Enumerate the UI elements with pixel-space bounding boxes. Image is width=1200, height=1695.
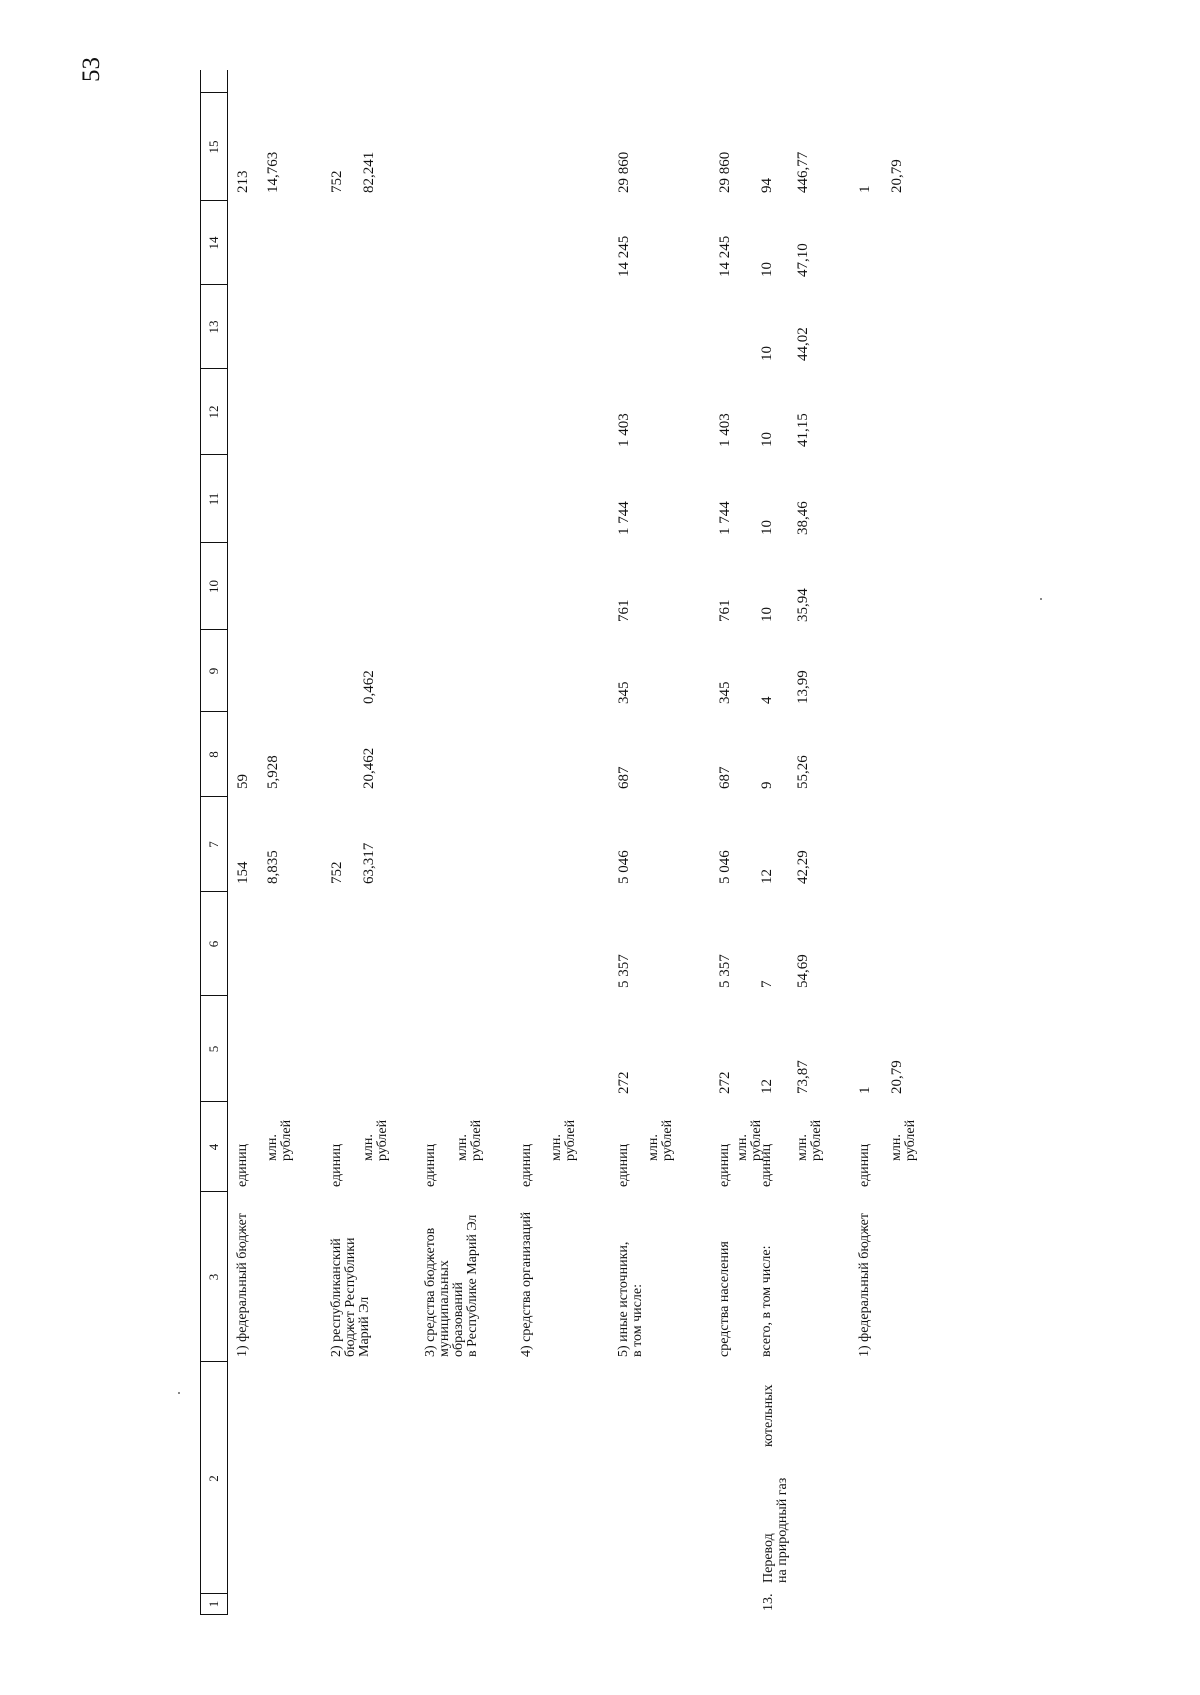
table-cell-col-8: 55,26 bbox=[795, 755, 811, 789]
funding-source: 4) средства организаций bbox=[519, 1211, 534, 1357]
table-cell-col-6: 5 357 bbox=[616, 954, 632, 988]
column-header-11: 11 bbox=[201, 454, 227, 543]
measure-name: Перевод на природный газ bbox=[761, 1477, 790, 1583]
table-cell-col-5: 73,87 bbox=[795, 1060, 811, 1094]
table-cell-col-5: 1 bbox=[857, 1086, 873, 1094]
column-header-1: 1 bbox=[201, 1593, 227, 1615]
table-cell-col-12: 41,15 bbox=[795, 413, 811, 447]
table-header-row bbox=[200, 70, 228, 1615]
page-number: 53 bbox=[78, 57, 105, 82]
table-cell-col-11: 10 bbox=[759, 520, 775, 535]
scan-speck bbox=[1040, 598, 1042, 600]
table-cell-col-7: 63,317 bbox=[361, 842, 377, 884]
unit-label: единиц bbox=[759, 1143, 774, 1187]
funding-source: 5) иные источники, в том числе: bbox=[616, 1241, 645, 1357]
table-cell-col-15: 14,763 bbox=[265, 151, 281, 193]
unit-label: млн. рублей bbox=[795, 1119, 824, 1161]
table-cell-col-5: 272 bbox=[717, 1071, 733, 1094]
scan-speck bbox=[178, 1392, 180, 1394]
funding-source: средства населения bbox=[717, 1241, 732, 1357]
table-cell-col-15: 94 bbox=[759, 178, 775, 193]
table-cell-col-12: 10 bbox=[759, 432, 775, 447]
table-cell-col-15: 82,241 bbox=[361, 151, 377, 193]
unit-label: млн. рублей bbox=[455, 1119, 484, 1161]
unit-label: единиц bbox=[329, 1143, 344, 1187]
table-cell-col-11: 38,46 bbox=[795, 501, 811, 535]
funding-source: 1) федеральный бюджет bbox=[235, 1212, 250, 1357]
table-cell-col-13: 10 bbox=[759, 346, 775, 361]
table-cell-col-11: 1 744 bbox=[616, 501, 632, 535]
unit-label: единиц bbox=[519, 1143, 534, 1187]
table-cell-col-7: 8,835 bbox=[265, 850, 281, 884]
table-cell-col-14: 14 245 bbox=[717, 235, 733, 277]
table-cell-col-15: 29 860 bbox=[616, 151, 632, 193]
column-header-12: 12 bbox=[201, 368, 227, 455]
table-cell-col-10: 761 bbox=[717, 599, 733, 622]
table-cell-col-8: 687 bbox=[616, 766, 632, 789]
column-header-3: 3 bbox=[201, 1191, 227, 1362]
table-cell-col-11: 1 744 bbox=[717, 501, 733, 535]
column-header-14: 14 bbox=[201, 200, 227, 285]
table-cell-col-9: 345 bbox=[717, 681, 733, 704]
unit-label: млн. рублей bbox=[735, 1119, 764, 1161]
table-cell-col-7: 752 bbox=[329, 861, 345, 884]
table-cell-col-15: 29 860 bbox=[717, 151, 733, 193]
unit-label: млн. рублей bbox=[361, 1119, 390, 1161]
table-cell-col-6: 7 bbox=[759, 980, 775, 988]
unit-label: млн. рублей bbox=[549, 1119, 578, 1161]
unit-label: единиц bbox=[235, 1143, 250, 1187]
column-header-7: 7 bbox=[201, 796, 227, 892]
table-cell-col-5: 20,79 bbox=[889, 1060, 905, 1094]
unit-label: млн. рублей bbox=[265, 1119, 294, 1161]
table-cell-col-9: 4 bbox=[759, 696, 775, 704]
table-cell-col-15: 446,77 bbox=[795, 151, 811, 193]
column-header-10: 10 bbox=[201, 542, 227, 630]
table-cell-col-15: 213 bbox=[235, 170, 251, 193]
table-cell-col-15: 1 bbox=[857, 185, 873, 193]
column-header-2: 2 bbox=[201, 1361, 227, 1595]
table-cell-col-8: 9 bbox=[759, 781, 775, 789]
table-cell-col-8: 20,462 bbox=[361, 747, 377, 789]
table-cell-col-8: 5,928 bbox=[265, 755, 281, 789]
table-cell-col-15: 20,79 bbox=[889, 159, 905, 193]
funding-source: всего, в том числе: bbox=[759, 1245, 774, 1357]
table-cell-col-14: 10 bbox=[759, 262, 775, 277]
table-cell-col-14: 14 245 bbox=[616, 235, 632, 277]
table-cell-col-9: 0,462 bbox=[361, 670, 377, 704]
column-header-15: 15 bbox=[201, 92, 227, 201]
unit-label: единиц bbox=[423, 1143, 438, 1187]
column-header-9: 9 bbox=[201, 629, 227, 712]
table-cell-col-12: 1 403 bbox=[616, 413, 632, 447]
column-header-5: 5 bbox=[201, 995, 227, 1102]
unit-label: единиц bbox=[616, 1143, 631, 1187]
row-number: 13. bbox=[761, 1593, 776, 1611]
table-cell-col-7: 154 bbox=[235, 861, 251, 884]
table-cell-col-5: 12 bbox=[759, 1079, 775, 1094]
table-cell-col-6: 54,69 bbox=[795, 954, 811, 988]
measure-object: котельных bbox=[761, 1384, 776, 1447]
table-cell-col-7: 42,29 bbox=[795, 850, 811, 884]
table-cell-col-9: 13,99 bbox=[795, 670, 811, 704]
table-cell-col-5: 272 bbox=[616, 1071, 632, 1094]
table-cell-col-7: 12 bbox=[759, 869, 775, 884]
unit-label: единиц bbox=[857, 1143, 872, 1187]
column-header-13: 13 bbox=[201, 284, 227, 369]
table-cell-col-10: 10 bbox=[759, 607, 775, 622]
unit-label: млн. рублей bbox=[889, 1119, 918, 1161]
table-cell-col-7: 5 046 bbox=[616, 850, 632, 884]
table-cell-col-15: 752 bbox=[329, 170, 345, 193]
column-header-4: 4 bbox=[201, 1101, 227, 1192]
table-cell-col-6: 5 357 bbox=[717, 954, 733, 988]
unit-label: единиц bbox=[717, 1143, 732, 1187]
table-cell-col-12: 1 403 bbox=[717, 413, 733, 447]
unit-label: млн. рублей bbox=[646, 1119, 675, 1161]
table-cell-col-7: 5 046 bbox=[717, 850, 733, 884]
column-header-6: 6 bbox=[201, 891, 227, 996]
funding-source: 3) средства бюджетов муниципальных образований в Республике Марий Эл bbox=[423, 1214, 480, 1357]
funding-source: 1) федеральный бюджет bbox=[857, 1212, 872, 1357]
table-cell-col-8: 687 bbox=[717, 766, 733, 789]
table-cell-col-10: 35,94 bbox=[795, 588, 811, 622]
table-cell-col-10: 761 bbox=[616, 599, 632, 622]
table-cell-col-14: 47,10 bbox=[795, 243, 811, 277]
table-cell-col-13: 44,02 bbox=[795, 327, 811, 361]
budget-table bbox=[200, 70, 1050, 1615]
column-header-8: 8 bbox=[201, 711, 227, 797]
table-cell-col-8: 59 bbox=[235, 774, 251, 789]
funding-source: 2) республиканский бюджет Республики Марий Эл bbox=[329, 1237, 372, 1357]
table-cell-col-9: 345 bbox=[616, 681, 632, 704]
